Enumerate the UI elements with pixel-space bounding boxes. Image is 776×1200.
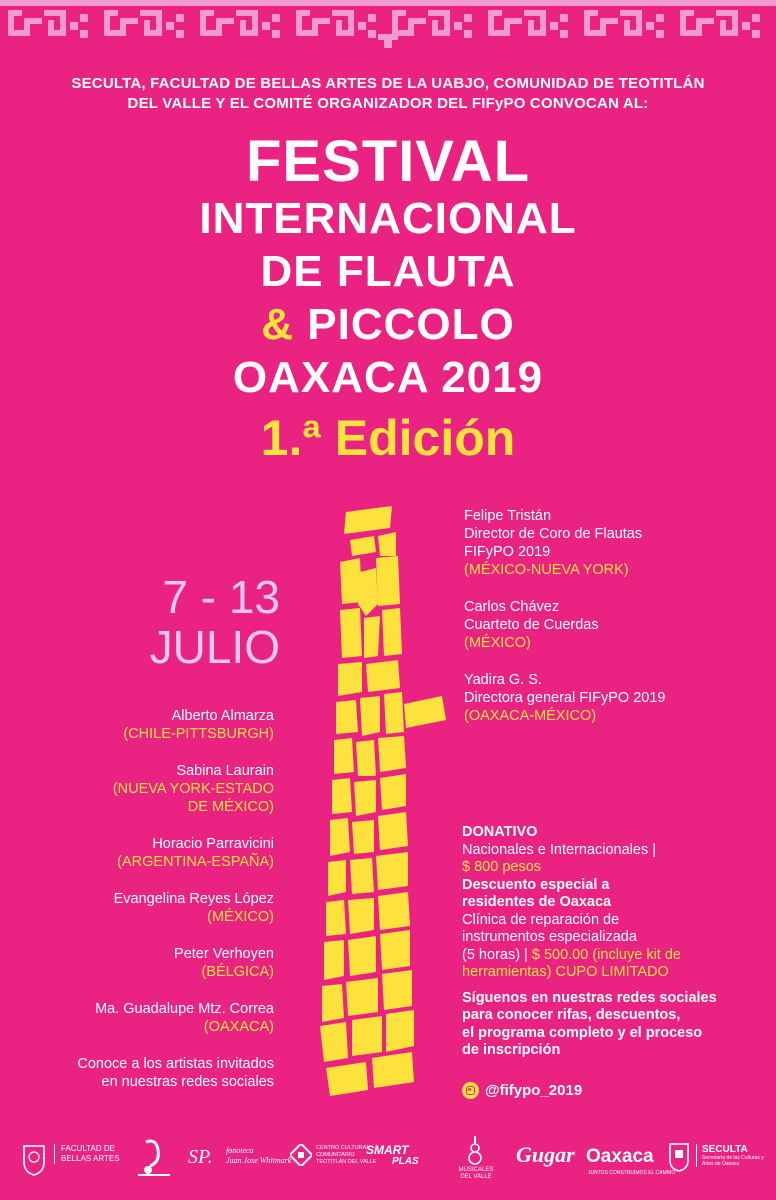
logo-text: TEOTITLÁN DEL VALLE [316,1159,377,1165]
artist-origin: (MÉXICO) [207,909,274,925]
artist-entry [464,671,764,725]
artist-entry [20,1000,274,1036]
artist-role: Cuarteto de Cuerdas [464,617,599,633]
musicales-guitar-icon [466,1136,484,1166]
clinic-line: Clínica de reparación de [462,911,620,928]
title-piccolo: PICCOLO [307,300,515,349]
clinic-price-line: herramientas) CUPO LIMITADO [462,964,669,980]
logo-oaxaca-slogan: JUNTOS CONSTRUIMOS EL CAMBIO [588,1170,676,1176]
logo-text: SMART [366,1143,409,1157]
artists-note-line: Conoce a los artistas invitados [77,1056,274,1072]
logo-text: Secretaría de las Culturas y [702,1155,764,1161]
sponsor-logos [0,1136,776,1192]
logo-sp: SP. [188,1146,213,1168]
decorative-pattern-top [0,0,776,56]
artist-entry [20,762,274,816]
logo-musicales [454,1167,498,1181]
orchestra-logo-icon [132,1136,176,1180]
clinic-price: $ 500.00 (incluye kit de [531,946,681,963]
artists-note-line: en nuestras redes sociales [101,1074,274,1090]
artist-origin: DE MÉXICO) [187,799,274,815]
artist-role: Directora general FIFyPO 2019 [464,690,666,706]
logo-text: PLAS [392,1156,419,1167]
artist-name: Sabina Laurain [176,763,274,779]
title-line-oaxaca-2019: OAXACA 2019 [232,353,544,402]
festival-dates [100,572,280,672]
artist-name: Peter Verhoyen [174,946,274,962]
artist-role: Director de Coro de Flautas [464,526,643,542]
edition-label: 1.ª Edición [260,410,516,466]
artist-entry [20,890,274,926]
artists-left [20,707,274,1091]
date-month: JULIO [149,621,280,673]
logo-fonoteca [226,1146,291,1166]
uabjo-crest-icon [22,1142,46,1176]
clinic-duration: (5 horas) | [462,946,528,963]
donation-heading: DONATIVO [462,824,538,840]
title-line-festival: FESTIVAL [245,129,531,194]
artist-name: Evangelina Reyes López [113,891,274,907]
logo-text: MUSICALES [458,1167,494,1173]
title-line-internacional: INTERNACIONAL [199,194,577,243]
clinic-line: instrumentos especializada [462,929,637,945]
clinic-line [462,947,762,965]
artist-origin: (OAXACA-MÉXICO) [464,708,597,724]
artist-role: FIFyPO 2019 [464,544,551,560]
logo-text: COMUNITARIO [316,1152,355,1158]
intro-line-1: SECULTA, FACULTAD DE BELLAS ARTES DE LA UABJO, COMUNIDAD DE TEOTITLÁN [71,75,705,92]
social-line: Síguenos en nuestras redes sociales [462,989,717,1006]
date-days: 7 - 13 [162,571,280,623]
social-text [462,990,762,1060]
logo-oaxaca: Oaxaca [586,1146,654,1167]
social-line: el programa completo y el proceso [462,1024,703,1041]
centro-cultural-icon [290,1144,312,1166]
discount-line: Descuento especial a [462,876,610,893]
logo-text: CENTRO CULTURAL [316,1145,370,1151]
intro-text [20,74,756,114]
donation-nacionales: Nacionales e Internacionales | [462,841,656,858]
logo-smart-plas [366,1144,419,1168]
donation-info [462,824,762,1060]
artist-name: Felipe Tristán [464,508,552,524]
discount-line: residentes de Oaxaca [462,894,612,910]
social-line: de inscripción [462,1042,561,1058]
intro-line-2: DEL VALLE Y EL COMITÉ ORGANIZADOR DEL FIFyPO CONVOCAN AL: [127,95,649,112]
artist-name: Horacio Parravicini [152,836,274,852]
artist-origin: (BÉLGICA) [201,964,274,980]
artist-entry [20,835,274,871]
logo-text: SECULTA [702,1144,748,1155]
artist-name: Yadira G. S. [464,672,542,688]
instagram-handle-text: @fifypo_2019 [485,1082,583,1099]
logo-text: fonoteca [226,1146,254,1155]
artist-entry [464,507,764,579]
artist-origin: (ARGENTINA-ESPAÑA) [117,854,274,870]
artist-name: Alberto Almarza [171,708,274,724]
artists-note [20,1055,274,1091]
flute-illustration [316,506,452,1096]
instagram-icon [462,1082,479,1099]
oaxaca-shield-icon [668,1142,690,1172]
artist-entry [20,707,274,743]
title-line-de-flauta: DE FLAUTA [260,247,516,296]
title-line-piccolo [0,298,776,351]
artist-origin: (MÉXICO-NUEVA YORK) [464,562,629,578]
artist-origin: (CHILE-PITTSBURGH) [123,726,274,742]
logo-bellas-artes [54,1144,120,1164]
artist-origin: (OAXACA) [203,1019,274,1035]
artist-origin: (MÉXICO) [464,635,531,651]
artist-origin: (NUEVA YORK-ESTADO [112,781,274,797]
logo-text: FACULTAD DE [61,1144,115,1153]
logo-text: DEL VALLE [460,1174,492,1180]
logo-gugar: Gugar [516,1142,575,1167]
logo-text: BELLAS ARTES [61,1154,120,1163]
artists-right [464,507,764,744]
logo-seculta [696,1144,764,1167]
artist-name: Ma. Guadalupe Mtz. Correa [95,1001,274,1017]
social-line: para conocer rifas, descuentos, [462,1007,681,1023]
logo-text: Artes de Oaxaca [702,1161,740,1167]
artist-entry [464,598,764,652]
logo-text: Juan Jose Whitmark [226,1156,292,1165]
festival-title [0,129,776,472]
artist-entry [20,945,274,981]
title-ampersand: & [261,300,295,349]
artist-name: Carlos Chávez [464,599,560,615]
instagram-handle[interactable] [462,1082,582,1099]
donation-price: $ 800 pesos [462,859,542,875]
